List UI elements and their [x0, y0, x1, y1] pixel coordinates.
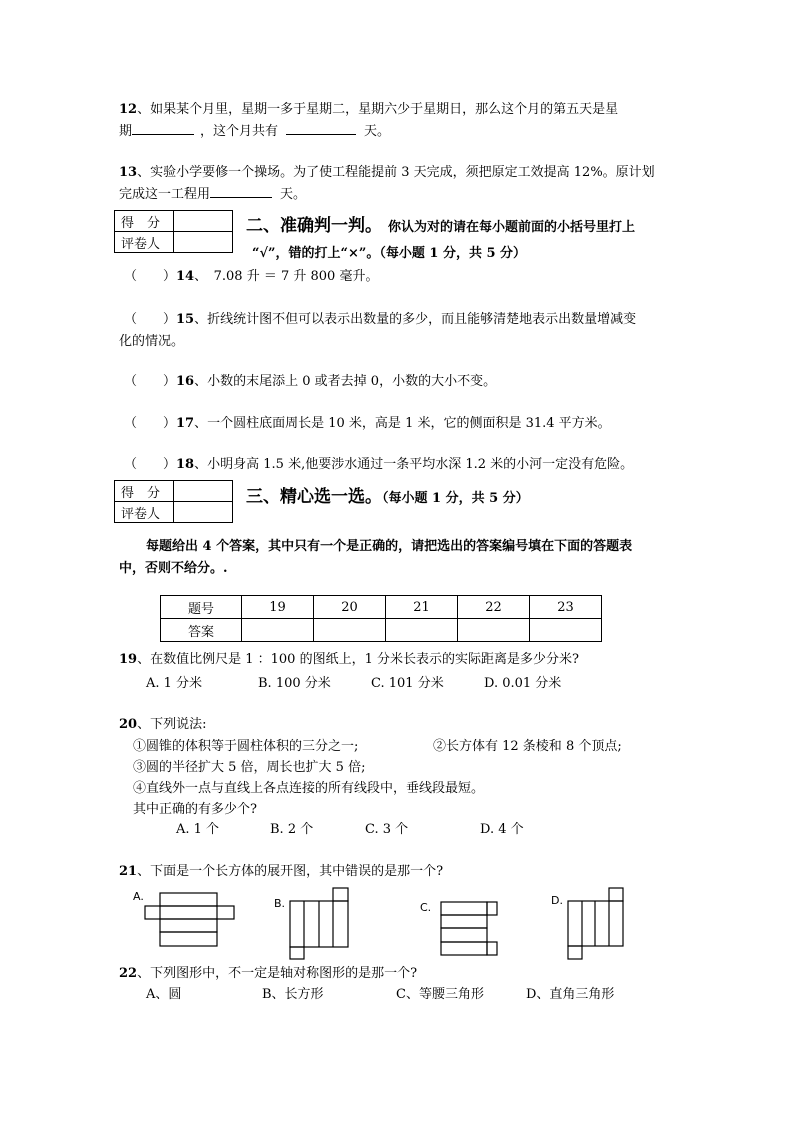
option-a[interactable]: A、圆	[146, 987, 182, 1002]
question-number: 21	[119, 864, 138, 879]
question-sep: 、	[137, 102, 151, 117]
question-text: 小明身高 1.5 米,他要涉水通过一条平均水深 1.2 米的小河一定没有危险。	[207, 457, 634, 472]
score-label: 得 分	[115, 211, 174, 232]
question-sep: 、	[194, 374, 208, 389]
answer-paren[interactable]: （ ）	[124, 312, 177, 327]
figure-d-label: D.	[551, 894, 563, 907]
question-sep: 、	[137, 864, 151, 879]
question-number: 13	[119, 165, 138, 180]
table-col-num: 19	[242, 596, 314, 619]
grader-label: 评卷人	[115, 232, 174, 253]
question-ask: 其中正确的有多少个?	[133, 802, 257, 817]
option-b[interactable]: B、长方形	[262, 987, 324, 1002]
figure-a-label: A.	[133, 890, 144, 903]
option-a[interactable]: A. 1 分米	[146, 676, 203, 691]
question-sep: 、	[137, 165, 151, 180]
table-head: 答案	[161, 619, 242, 642]
question-text: 在数值比例尺是 1 ：100 的图纸上，1 分米长表示的实际距离是多少分米?	[150, 652, 579, 667]
option-b[interactable]: B. 100 分米	[258, 676, 331, 691]
question-number: 18	[176, 457, 195, 472]
question-sep: 、	[137, 717, 151, 732]
question-sep: 、	[137, 966, 151, 981]
figure-b-label: B.	[274, 897, 286, 910]
question-sep: 、	[194, 416, 208, 431]
option-d[interactable]: D、直角三角形	[526, 987, 615, 1002]
option-b[interactable]: B. 2 个	[270, 822, 314, 837]
statement-4: ④直线外一点与直线上各点连接的所有线段中，垂线段最短。	[133, 781, 485, 796]
option-c[interactable]: C. 101 分米	[371, 676, 444, 691]
question-text: 小数的末尾添上 0 或者去掉 0，小数的大小不变。	[207, 374, 497, 389]
table-col-num: 20	[314, 596, 386, 619]
answer-paren[interactable]: （ ）	[124, 416, 177, 431]
text-fragment: 天。	[280, 187, 307, 202]
section-note: （每小题 1 分，共 5 分）	[382, 491, 529, 506]
question-number: 20	[119, 717, 138, 732]
answer-paren[interactable]: （ ）	[124, 374, 177, 389]
option-c[interactable]: C、等腰三角形	[396, 987, 484, 1002]
grader-label: 评卷人	[115, 502, 174, 523]
section-title: 二、准确判一判。	[246, 216, 382, 236]
text-fragment: 完成这一工程用	[119, 187, 211, 202]
statement-1: ①圆锥的体积等于圆柱体积的三分之一;	[133, 739, 359, 754]
text-fragment: ，这个月共有	[200, 124, 279, 139]
table-head: 题号	[161, 596, 242, 619]
table-col-num: 22	[458, 596, 530, 619]
section-2-note: “√”，错的打上“×”。（每小题 1 分，共 5 分）	[252, 246, 527, 261]
question-text: 一个圆柱底面周长是 10 米，高是 1 米，它的侧面积是 31.4 平方米。	[207, 416, 611, 431]
text-fragment: 天。	[364, 124, 391, 139]
question-sep: 、	[137, 652, 151, 667]
question-text: 下面是一个长方体的展开图，其中错误的是那一个?	[150, 864, 444, 879]
table-col-num: 21	[386, 596, 458, 619]
question-number: 16	[176, 374, 195, 389]
question-text: 下列说法:	[150, 717, 207, 732]
question-number: 12	[119, 102, 138, 117]
question-text: 下列图形中，不一定是轴对称图形的是那一个?	[150, 966, 418, 981]
section-3-instructions-cont: 中，否则不给分。.	[119, 561, 228, 576]
statement-2: ②长方体有 12 条棱和 8 个顶点;	[433, 739, 622, 754]
section-3-instructions: 每题给出 4 个答案，其中只有一个是正确的，请把选出的答案编号填在下面的答题表	[146, 539, 633, 554]
option-a[interactable]: A. 1 个	[176, 822, 220, 837]
question-22	[119, 962, 417, 981]
option-c[interactable]: C. 3 个	[365, 822, 409, 837]
section-note: 你认为对的请在每小题前面的小括号里打上	[388, 220, 636, 235]
question-sep: 、	[194, 457, 208, 472]
option-d[interactable]: D. 4 个	[480, 822, 524, 837]
question-sep: 、	[194, 269, 201, 284]
question-number: 15	[176, 312, 195, 327]
question-sep: 、	[194, 312, 208, 327]
judge-item-15-cont: 化的情况。	[119, 334, 185, 349]
figure-c-label: C.	[420, 901, 432, 914]
question-number: 19	[119, 652, 138, 667]
question-text: 折线统计图不但可以表示出数量的多少，而且能够清楚地表示出数量增减变	[207, 312, 637, 327]
answer-paren[interactable]: （ ）	[124, 269, 177, 284]
question-text: 如果某个月里，星期一多于星期二，星期六少于星期日，那么这个月的第五天是星	[150, 102, 619, 117]
question-text: 实验小学要修一个操场。为了使工程能提前 3 天完成，须把原定工效提高 12%。原计划	[150, 165, 655, 180]
question-number: 22	[119, 966, 138, 981]
question-number: 17	[176, 416, 195, 431]
text-fragment: 期	[119, 124, 133, 139]
answer-paren[interactable]: （ ）	[124, 457, 177, 472]
question-number: 14	[176, 269, 195, 284]
table-col-num: 23	[530, 596, 602, 619]
question-text: 7.08 升 ＝ 7 升 800 毫升。	[200, 269, 379, 284]
score-label: 得 分	[115, 481, 174, 502]
statement-3: ③圆的半径扩大 5 倍，周长也扩大 5 倍;	[133, 760, 366, 775]
option-d[interactable]: D. 0.01 分米	[484, 676, 562, 691]
section-title: 三、精心选一选。	[246, 487, 382, 507]
